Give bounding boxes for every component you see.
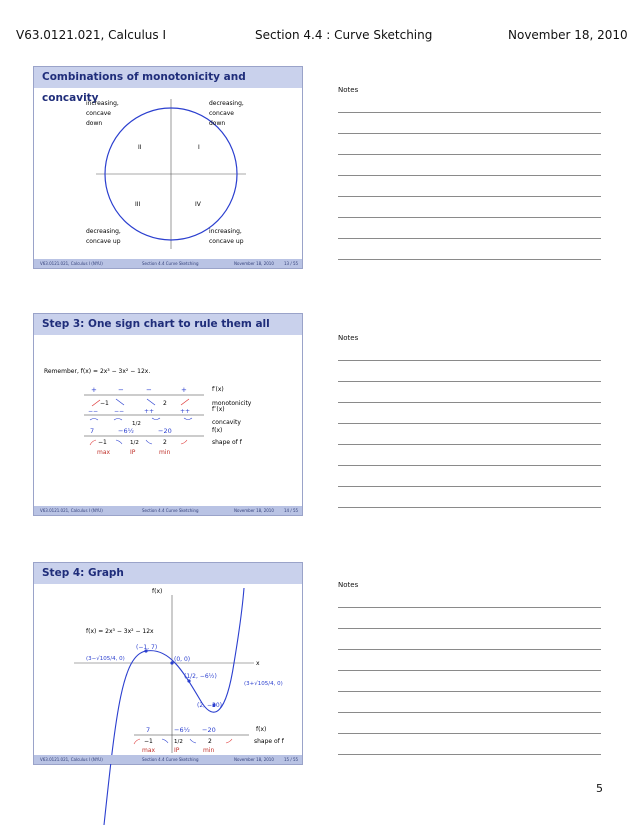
header-date: November 18, 2010 xyxy=(508,28,628,42)
y-axis-label: f(x) xyxy=(152,588,163,595)
shape-seg-2 xyxy=(162,739,168,743)
fval-1: 7 xyxy=(146,726,151,734)
fprime-sign-4: + xyxy=(181,386,187,394)
header-section: Section 4.4 : Curve Sketching xyxy=(255,28,433,42)
label-root-left: (3−√105/4, 0) xyxy=(86,656,125,662)
function-graph xyxy=(34,563,302,825)
fpp-label: f″(x) xyxy=(212,406,225,413)
q2-line2: concave xyxy=(86,110,111,117)
mark-ip: IP xyxy=(174,747,180,754)
shape-seg-3 xyxy=(190,739,196,743)
mark-max: max xyxy=(97,449,111,456)
fprime-sign-1: + xyxy=(91,386,97,394)
fval-3: −20 xyxy=(202,726,216,734)
sign-chart xyxy=(34,314,302,515)
fval-3: −20 xyxy=(158,427,172,435)
slide-15 xyxy=(33,562,303,765)
note-line xyxy=(338,691,601,692)
q4-line2: concave up xyxy=(209,238,244,245)
fpp-sign-3: ++ xyxy=(144,408,155,415)
mark-ip: IP xyxy=(130,449,136,456)
label-ip: (1/2, −6½) xyxy=(184,673,217,680)
shape-seg-4 xyxy=(226,739,232,743)
fpp-sign-1: −− xyxy=(88,408,99,415)
slide-footer: V63.0121.021, Calculus I (NYU) Section 4.4 Curve Sketching November 18, 2010 13 / 55 xyxy=(34,259,302,268)
q1-line2: concave xyxy=(209,110,234,117)
note-line xyxy=(338,217,601,218)
label-min: (2, −20) xyxy=(197,702,222,709)
mono-x-neg1: −1 xyxy=(100,400,109,407)
conc-x-half: 1/2 xyxy=(132,421,141,427)
slide-title: Step 4: Graph xyxy=(34,563,302,584)
quadrant-diagram xyxy=(34,67,302,268)
q3-line2: concave up xyxy=(86,238,121,245)
shape-seg-3 xyxy=(146,440,152,444)
header-course: V63.0121.021, Calculus I xyxy=(16,28,166,42)
fval-2: −6½ xyxy=(118,427,134,435)
note-line xyxy=(338,360,601,361)
q2-line1: increasing, xyxy=(86,100,119,107)
slide-13 xyxy=(33,66,303,269)
mono-label: monotonicity xyxy=(212,400,252,407)
shape-seg-1 xyxy=(134,739,140,744)
fpp-sign-4: ++ xyxy=(180,408,191,415)
q3-line1: decreasing, xyxy=(86,228,121,235)
slide-footer: V63.0121.021, Calculus I (NYU) Section 4.4 Curve Sketching November 18, 2010 14 / 55 xyxy=(34,506,302,515)
shape-seg-1 xyxy=(90,440,96,445)
mark-max: max xyxy=(142,747,156,754)
note-line xyxy=(338,259,601,260)
slide-title: Step 3: One sign chart to rule them all xyxy=(34,314,302,335)
note-line xyxy=(338,754,601,755)
x-axis-label: x xyxy=(256,660,260,667)
shape-seg-2 xyxy=(116,440,122,444)
mark-min: min xyxy=(159,449,171,456)
shape-x-2: 2 xyxy=(208,738,212,745)
down-arrow-1 xyxy=(116,399,124,405)
notes-label-3: Notes xyxy=(338,581,359,589)
note-line xyxy=(338,628,601,629)
page-number: 5 xyxy=(596,782,603,795)
q2-line3: down xyxy=(86,120,103,127)
q1-line3: down xyxy=(209,120,226,127)
note-line xyxy=(338,465,601,466)
up-arrow-1 xyxy=(92,400,100,406)
notes-label-1: Notes xyxy=(338,86,359,94)
notes-label-2: Notes xyxy=(338,334,359,342)
note-line xyxy=(338,112,601,113)
slide-title: Combinations of monotonicity and concavity xyxy=(34,67,302,88)
shape-seg-4 xyxy=(181,440,187,444)
note-line xyxy=(338,238,601,239)
note-line xyxy=(338,670,601,671)
note-line xyxy=(338,175,601,176)
fx-label: f(x) xyxy=(212,427,223,434)
shape-label: shape of f xyxy=(212,439,242,446)
remember-text: Remember, f(x) = 2x³ − 3x² − 12x. xyxy=(44,368,151,375)
mark-min: min xyxy=(203,747,215,754)
shape-x-half: 1/2 xyxy=(130,440,139,446)
note-line xyxy=(338,381,601,382)
region-I: I xyxy=(198,144,200,151)
concave-up-2 xyxy=(184,418,192,420)
note-line xyxy=(338,712,601,713)
concave-up-1 xyxy=(152,418,160,420)
note-line xyxy=(338,444,601,445)
region-IV: IV xyxy=(195,201,201,208)
concave-down-1 xyxy=(90,419,98,421)
label-max: (−1, 7) xyxy=(136,644,158,651)
note-line xyxy=(338,733,601,734)
note-line xyxy=(338,607,601,608)
note-line xyxy=(338,133,601,134)
q4-line1: increasing, xyxy=(209,228,242,235)
shape-x-2: 2 xyxy=(163,439,167,446)
shape-label: shape of f xyxy=(254,738,284,745)
down-arrow-2 xyxy=(147,399,155,405)
shape-x-neg1: −1 xyxy=(144,738,153,745)
shape-x-half: 1/2 xyxy=(174,739,183,745)
fprime-sign-2: − xyxy=(118,386,124,394)
fval-2: −6½ xyxy=(174,726,190,734)
concave-down-2 xyxy=(114,419,122,421)
note-line xyxy=(338,649,601,650)
q1-line1: decreasing, xyxy=(209,100,244,107)
note-line xyxy=(338,507,601,508)
note-line xyxy=(338,154,601,155)
region-III: III xyxy=(135,201,141,208)
slide-footer: V63.0121.021, Calculus I (NYU) Section 4.4 Curve Sketching November 18, 2010 15 / 55 xyxy=(34,755,302,764)
fval-1: 7 xyxy=(90,427,95,435)
note-line xyxy=(338,486,601,487)
label-origin: (0, 0) xyxy=(174,656,191,663)
note-line xyxy=(338,402,601,403)
mono-x-2: 2 xyxy=(163,400,167,407)
region-II: II xyxy=(138,144,142,151)
conc-label: concavity xyxy=(212,419,241,426)
up-arrow-2 xyxy=(181,399,189,405)
label-root-right: (3+√105/4, 0) xyxy=(244,681,283,687)
shape-x-neg1: −1 xyxy=(98,439,107,446)
equation: f(x) = 2x³ − 3x² − 12x xyxy=(86,628,154,635)
fx-label: f(x) xyxy=(256,726,267,733)
fpp-sign-2: −− xyxy=(114,408,125,415)
fprime-label: f′(x) xyxy=(212,386,224,393)
note-line xyxy=(338,196,601,197)
cubic-curve xyxy=(104,588,244,825)
fprime-sign-3: − xyxy=(146,386,152,394)
slide-14 xyxy=(33,313,303,516)
note-line xyxy=(338,423,601,424)
